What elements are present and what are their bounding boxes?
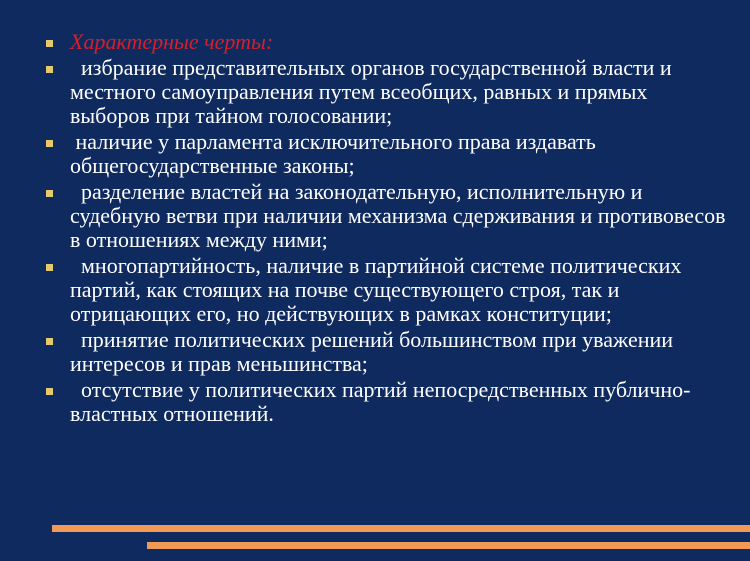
accent-line-top xyxy=(52,525,750,532)
square-bullet-icon xyxy=(40,328,70,352)
list-item xyxy=(40,180,730,252)
list-item-text: наличие у парламента исключительного права издавать общегосударственные законы; xyxy=(70,129,602,178)
square-bullet-icon xyxy=(40,180,70,204)
square-bullet-icon xyxy=(40,130,70,154)
list-item xyxy=(40,254,730,326)
square-bullet-icon xyxy=(40,254,70,278)
square-bullet-icon xyxy=(40,30,70,54)
title-item xyxy=(40,30,730,54)
list-item xyxy=(40,378,730,426)
list-item xyxy=(40,56,730,128)
slide-title: Характерные черты: xyxy=(70,29,274,54)
list-item-text: разделение властей на законодательную, исполнительную и судебную ветви при наличии механизма сдерживания и противовесов в отношениях между ними; xyxy=(70,179,732,252)
list-item-text: избрание представительных органов государственной власти и местного самоуправления путем всеобщих, равных и прямых выборов при тайном голосовании; xyxy=(70,55,678,128)
list-item-text: многопартийность, наличие в партийной системе политических партий, как стоящих на почве существующего строя, так и отрицающих его, но действующих в рамках конституции; xyxy=(70,253,687,326)
accent-line-bottom xyxy=(147,542,750,549)
list-item xyxy=(40,328,730,376)
content-list xyxy=(40,30,730,428)
list-item-text: принятие политических решений большинством при уважении интересов и прав меньшинства; xyxy=(70,327,679,376)
square-bullet-icon xyxy=(40,56,70,80)
square-bullet-icon xyxy=(40,378,70,402)
list-item xyxy=(40,130,730,178)
list-item-text: отсутствие у политических партий непосредственных публично-властных отношений. xyxy=(70,377,691,426)
